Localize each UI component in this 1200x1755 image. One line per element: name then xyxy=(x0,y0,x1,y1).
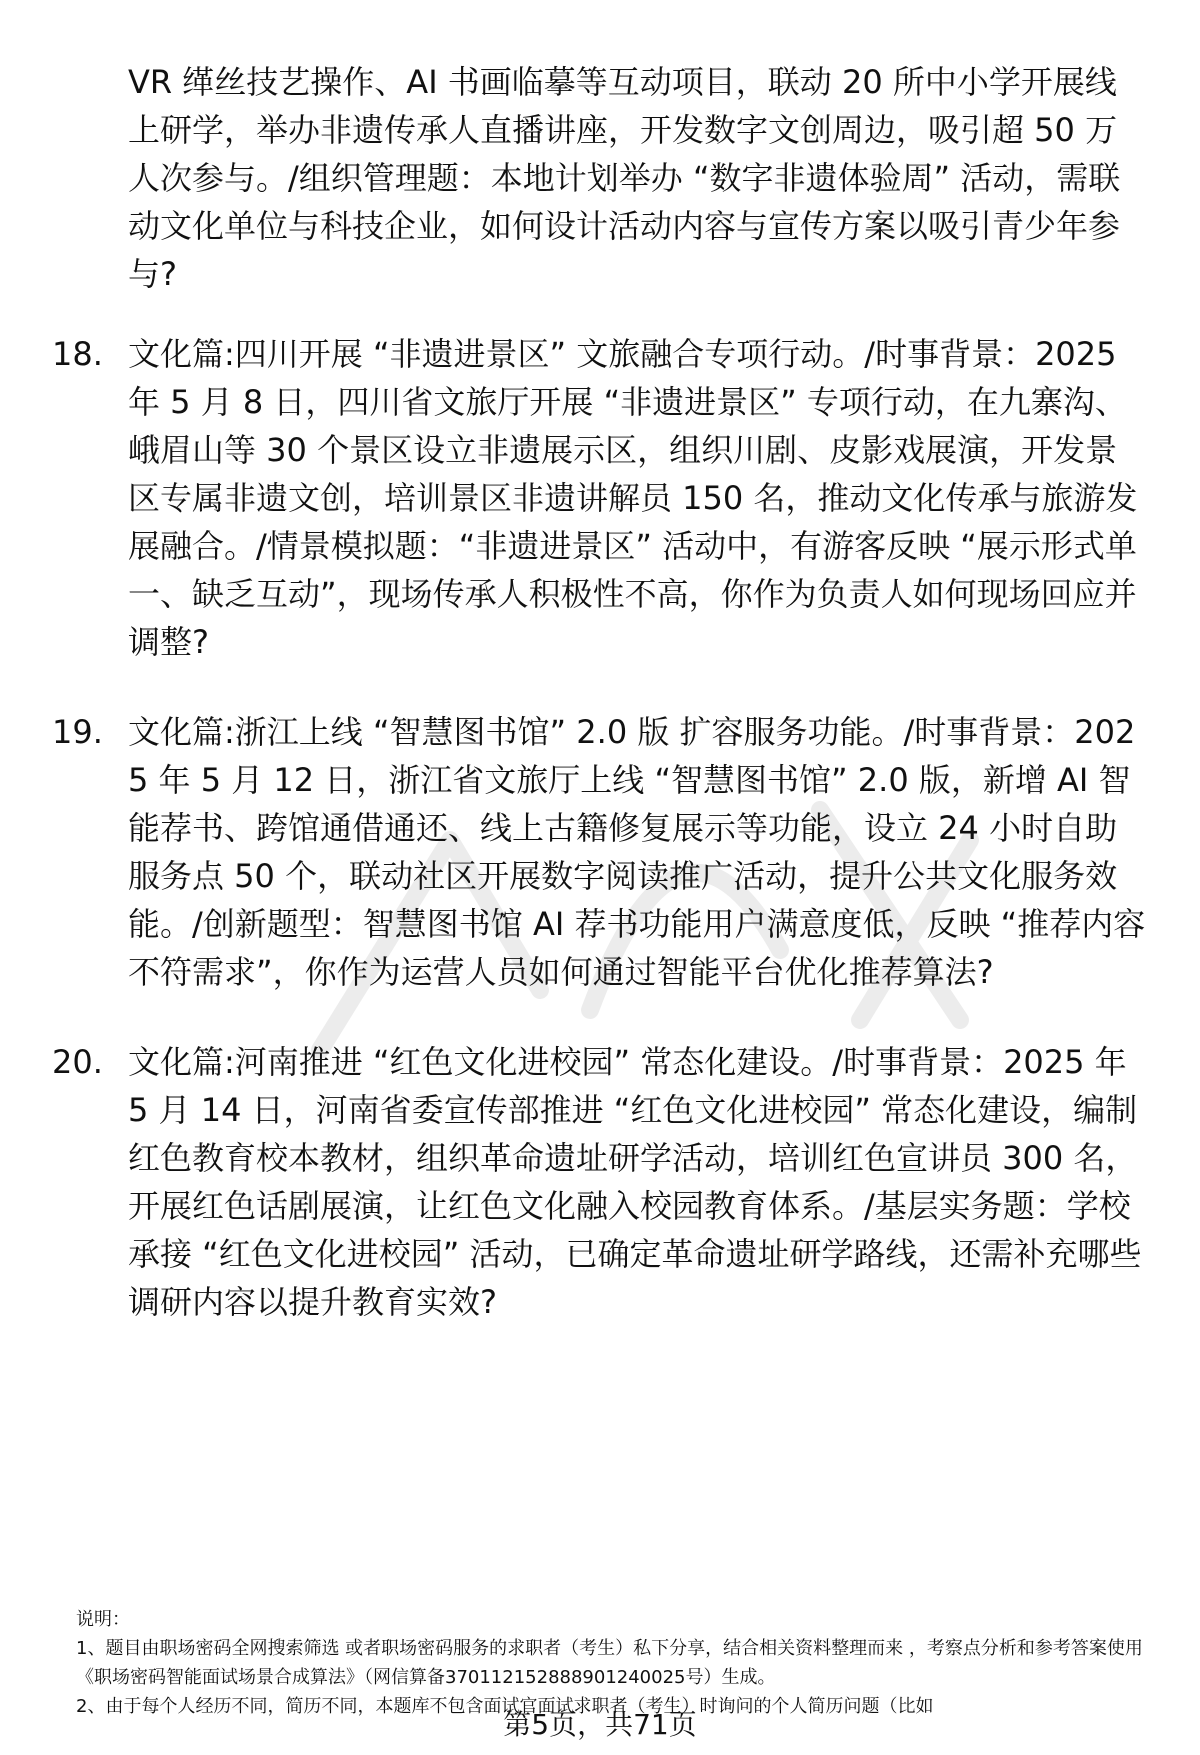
notes-item-2: 2、由于每个人经历不同，简历不同，本题库不包含面试官面试求职者（考生）时询问的个人简历问题（比如 xyxy=(76,1696,934,1717)
question-item-19 xyxy=(52,708,1152,996)
question-item-20 xyxy=(52,1038,1152,1326)
question-number: 20. xyxy=(52,1043,103,1081)
notes-heading: 说明： xyxy=(76,1609,130,1630)
question-text: 文化篇:河南推进 “红色文化进校园” 常态化建设。/时事背景：2025 年 5 月 14 日，河南省委宣传部推进 “红色文化进校园” 常态化建设，编制红色教育校本教材，组织革命遗址研学活动，培训红色宣讲员 300 名，开展红色话剧展演，让红色文化融入校园教育体系。/基层实务题：学校承接 “红色文化进校园” 活动，已确定革命遗址研学路线，还需补充哪些调研内容以提升教育实效? xyxy=(128,1043,1142,1321)
continued-question-text xyxy=(128,58,1148,298)
question-item-18 xyxy=(52,330,1152,666)
question-text: 文化篇:浙江上线 “智慧图书馆” 2.0 版 扩容服务功能。/时事背景：2025 年 5 月 12 日，浙江省文旅厅上线 “智慧图书馆” 2.0 版，新增 AI 智能荐书、跨馆通借通还、线上古籍修复展示等功能，设立 24 小时自助服务点 50 个，联动社区开展数字阅读推广活动，提升公共文化服务效能。/创新题型：智慧图书馆 AI 荐书功能用户满意度低，反映 “推荐内容不符需求”，你作为运营人员如何通过智能平台优化推荐算法? xyxy=(128,713,1146,991)
question-number: 19. xyxy=(52,713,103,751)
intro-paragraph: VR 缂丝技艺操作、AI 书画临摹等互动项目，联动 20 所中小学开展线上研学，举办非遗传承人直播讲座，开发数字文创周边，吸引超 50 万人次参与。/组织管理题：本地计划举办 “数字非遗体验周” 活动，需联动文化单位与科技企业，如何设计活动内容与宣传方案以吸引青少年参与? xyxy=(128,63,1121,293)
notes-item-1: 1、题目由职场密码全网搜索筛选 或者职场密码服务的求职者（考生）私下分享，结合相关资料整理而来 ，考察点分析和参考答案使用《职场密码智能面试场景合成算法》（网信算备370112152888901240025号）生成。 xyxy=(76,1638,1143,1688)
question-number: 18. xyxy=(52,335,103,373)
question-list xyxy=(52,330,1152,1326)
question-text: 文化篇:四川开展 “非遗进景区” 文旅融合专项行动。/时事背景：2025 年 5 月 8 日，四川省文旅厅开展 “非遗进景区” 专项行动，在九寨沟、峨眉山等 30 个景区设立非遗展示区，组织川剧、皮影戏展演，开发景区专属非遗文创，培训景区非遗讲解员 150 名，推动文化传承与旅游发展融合。/情景模拟题：“非遗进景区” 活动中，有游客反映 “展示形式单一、缺乏互动”，现场传承人积极性不高，你作为负责人如何现场回应并调整? xyxy=(128,335,1138,661)
page-number: 第5页，共71页 xyxy=(503,1708,697,1741)
notes-section xyxy=(76,1605,1146,1721)
